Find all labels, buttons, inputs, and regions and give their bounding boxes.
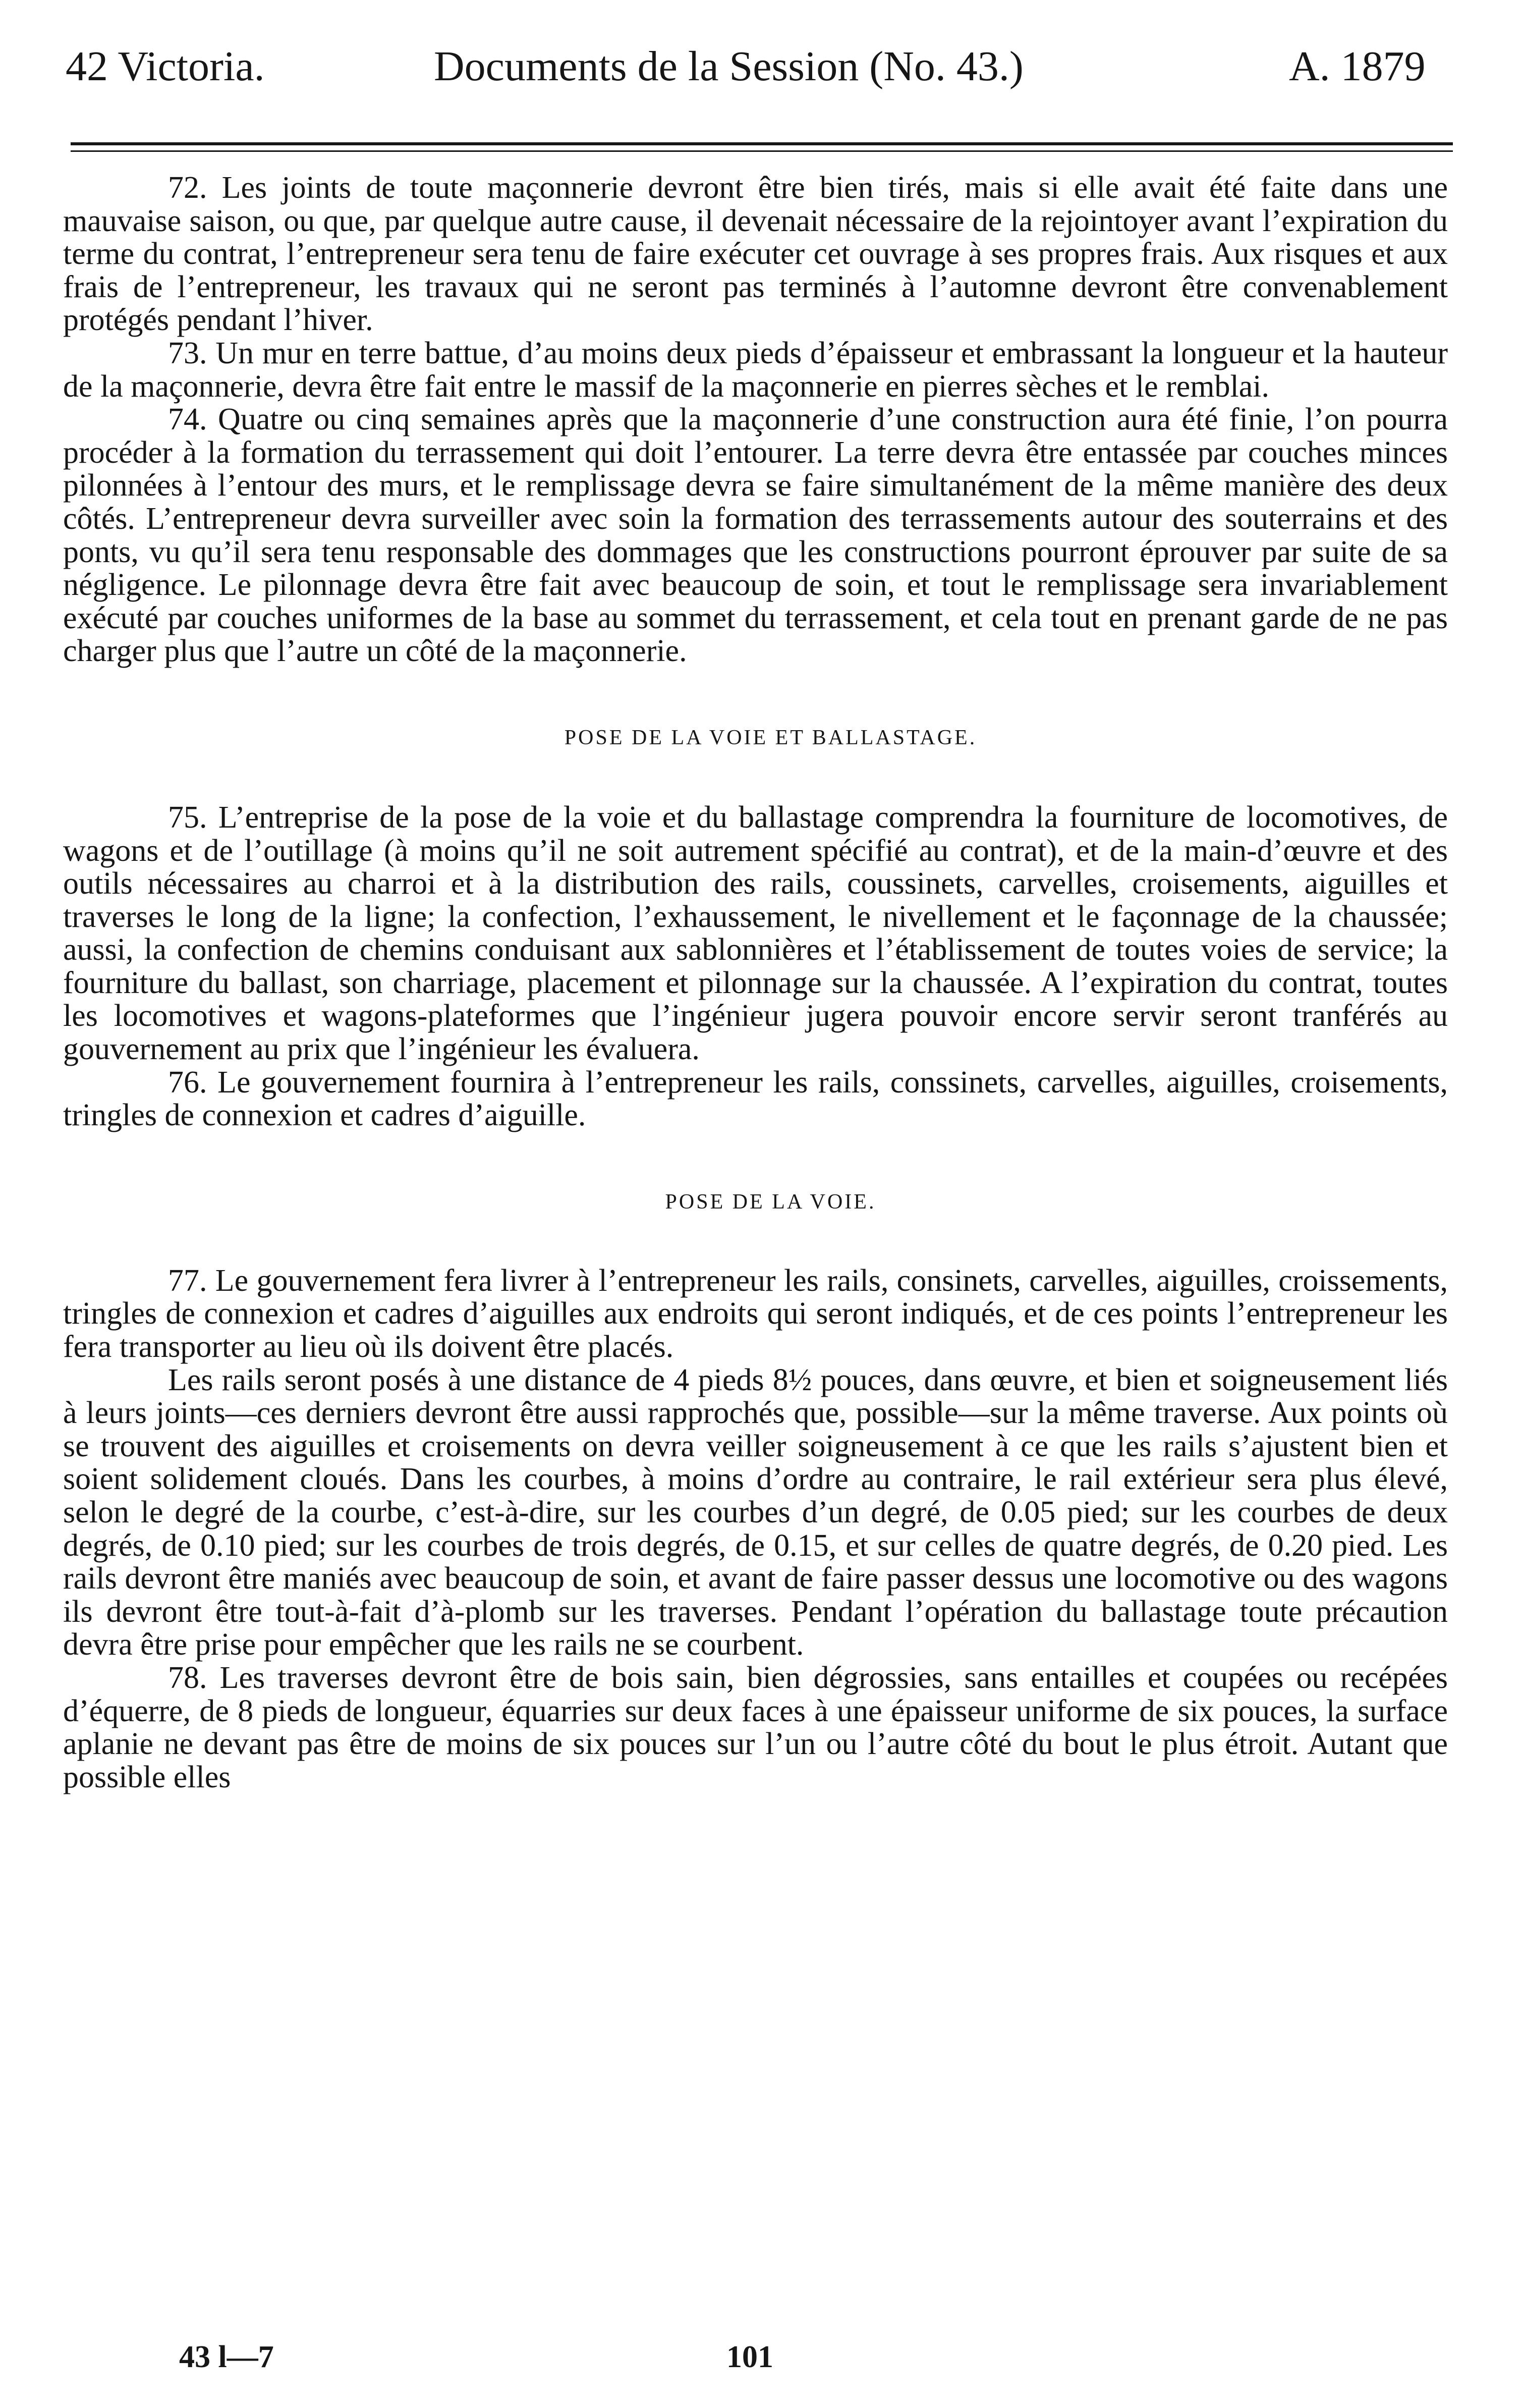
paragraph-77: 77. Le gouvernement fera livrer à l’entrepreneur les rails, consinets, carvelles, aiguilles, croissements, tringles de connexion et cadres d’aiguilles aux endroits qui seront indiqués, et de ces points l’entrepreneur les fera transporter au lieu où ils doivent être placés.: [63, 1263, 1448, 1364]
paragraph-78: 78. Les traverses devront être de bois sain, bien dégrossies, sans entailles et coupées ou recépées d’équerre, de 8 pieds de longueur, équarries sur deux faces à une épaisseur uniforme de six pouces, la surface aplanie ne devant pas être de moins de six pouces sur l’un ou l’autre côté du bout le plus étroit. Autant que possible elles: [63, 1660, 1448, 1794]
header-volume: 42 Victoria.: [66, 43, 265, 90]
section-heading-track: POSE DE LA VOIE.: [665, 1190, 876, 1214]
paragraph-76: 76. Le gouvernement fournira à l’entrepreneur les rails, conssinets, carvelles, aiguilles, croisements, tringles de connexion et cadres d’aiguille.: [63, 1065, 1448, 1133]
document-body: [63, 172, 1448, 1794]
paragraph-72: 72. Les joints de toute maçonnerie devront être bien tirés, mais si elle avait été faite dans une mauvaise saison, ou que, par quelque autre cause, il devenait nécessaire de la rejointoyer avant l’expiration du terme du contrat, l’entrepreneur sera tenu de faire exécuter cet ouvrage à ses propres frais. Aux risques et aux frais de l’entrepreneur, les travaux qui ne seront pas terminés à l’automne devront être convenablement protégés pendant l’hiver.: [63, 171, 1448, 338]
header-year: A. 1879: [1289, 43, 1426, 90]
page-number: 101: [726, 2340, 773, 2374]
header-rule-thick: [71, 142, 1453, 145]
header-title: Documents de la Session (No. 43.): [434, 43, 1024, 90]
paragraph-77-continued: Les rails seront posés à une distance de 4 pieds 8½ pouces, dans œuvre, et bien et soigneusement liés à leurs joints—ces derniers devront être aussi rapprochés que, possible—sur la même traverse. Aux points où se trouvent des aiguilles et croisements on devra veiller soigneusement à ce que les rails s’ajustent bien et soient solidement cloués. Dans les courbes, à moins d’ordre au contraire, le rail extérieur sera plus élevé, selon le degré de la courbe, c’est-à-dire, sur les courbes d’un degré, de 0.05 pied; sur les courbes de deux degrés, de 0.10 pied; sur les courbes de trois degrés, de 0.15, et sur celles de quatre degrés, de 0.20 pied. Les rails devront être maniés avec beaucoup de soin, et avant de faire passer dessus une locomotive ou des wagons ils devront être tout-à-fait d’à-plomb sur les traverses. Pendant l’opération du ballastage toute précaution devra être prise pour empêcher que les rails ne se courbent.: [63, 1362, 1448, 1662]
paragraph-74: 74. Quatre ou cinq semaines après que la maçonnerie d’une construction aura été finie, l’on pourra procéder à la formation du terrassement qui doit l’entourer. La terre devra être entassée par couches minces pilonnées à l’entour des murs, et le remplissage devra se faire simultanément de la même manière des deux côtés. L’entrepreneur devra surveiller avec soin la formation des terrassements autour des souterrains et des ponts, vu qu’il sera tenu responsable des dommages que les constructions pourront éprouver par suite de sa négligence. Le pilonnage devra être fait avec beaucoup de soin, et tout le remplissage sera invariablement exécuté par couches uniformes de la base au sommet du terrassement, et cela tout en prenant garde de ne pas charger plus que l’autre un côté de la maçonnerie.: [63, 402, 1448, 669]
footer-signature-mark: 43 l—7: [179, 2340, 274, 2374]
paragraph-73: 73. Un mur en terre battue, d’au moins deux pieds d’épaisseur et embrassant la longueur et la hauteur de la maçonnerie, devra être fait entre le massif de la maçonnerie en pierres sèches et le remblai.: [63, 336, 1448, 404]
header-rule-thin: [71, 150, 1453, 152]
section-heading-track-ballast: POSE DE LA VOIE ET BALLASTAGE.: [564, 726, 977, 749]
paragraph-75: 75. L’entreprise de la pose de la voie et du ballastage comprendra la fourniture de locomotives, de wagons et de l’outillage (à moins qu’il ne soit autrement spécifié au contrat), et de la main-d’œuvre et des outils nécessaires au charroi et à la distribution des rails, coussinets, carvelles, croisements, aiguilles et traverses le long de la ligne; la confection, l’exhaussement, le nivellement et le façonnage de la chaussée; aussi, la confection de chemins conduisant aux sablonnières et l’établissement de toutes voies de service; la fourniture du ballast, son charriage, placement et pilonnage sur la chaussée. A l’expiration du contrat, toutes les locomotives et wagons-plateformes que l’ingénieur jugera pouvoir encore servir seront tranférés au gouvernement au prix que l’ingénieur les évaluera.: [63, 800, 1448, 1067]
